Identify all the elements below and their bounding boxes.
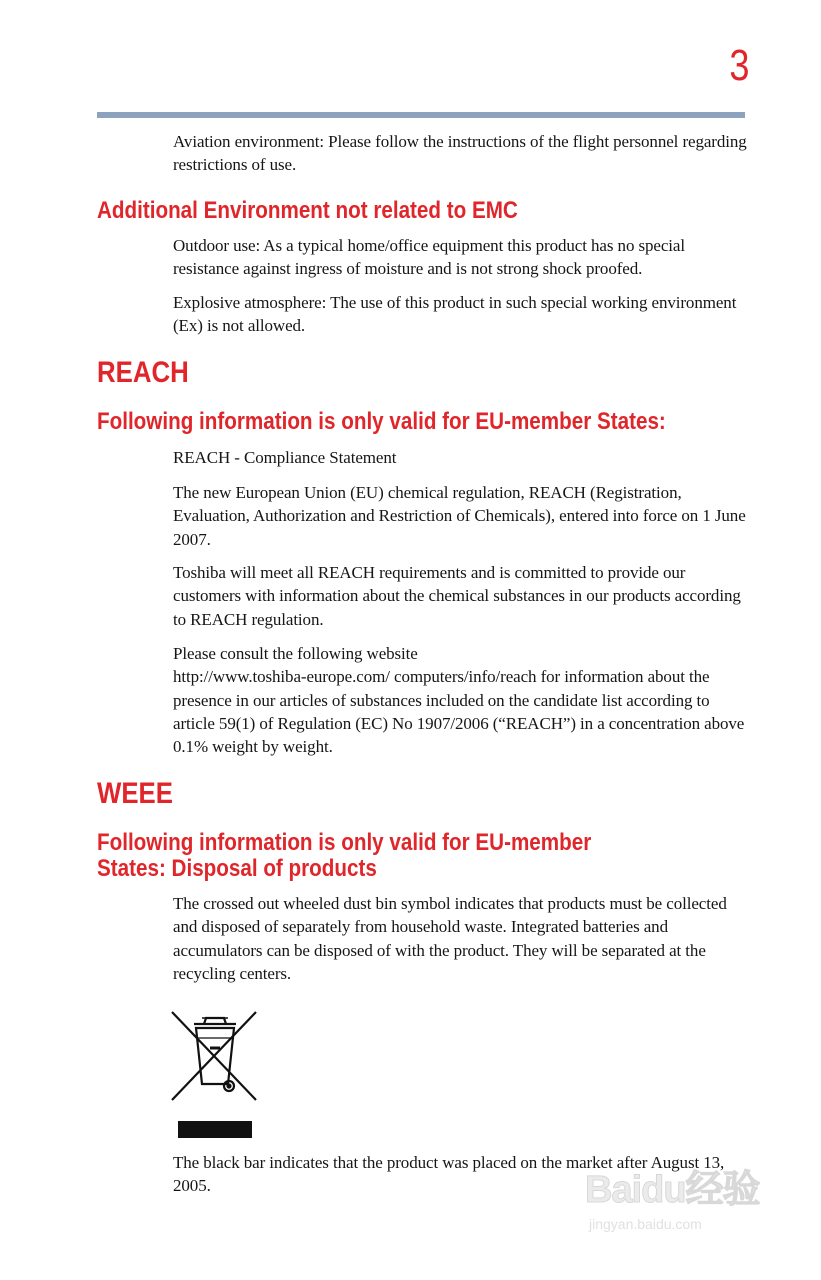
outdoor-paragraph: Outdoor use: As a typical home/office equipment this product has no special resistance against ingress of moisture and is not strong shock proofed. [173,236,685,279]
page-number: 3 [728,41,749,90]
watermark-logo: Baidu经验 [585,1169,760,1211]
heading-reach-eu: Following information is only valid for EU-member States: [97,408,666,435]
heading-reach: REACH [97,356,189,389]
crossed-out-wheeled-bin-icon [166,1006,262,1106]
reach-new-paragraph: The new European Union (EU) chemical regulation, REACH (Registration, Evaluation, Authorization and Restriction of Chemicals), entered into force on 1 June 2007. [173,483,746,549]
heading-weee-eu-line-1: Following information is only valid for EU-member [97,829,592,856]
aviation-paragraph: Aviation environment: Please follow the instructions of the flight personnel regarding restrictions of use. [173,132,747,175]
reach-compliance-paragraph: REACH - Compliance Statement [173,448,397,467]
heading-weee: WEEE [97,777,173,810]
toshiba-meet-paragraph: Toshiba will meet all REACH requirements and is committed to provide our customers with information about the chemical substances in our products according to REACH regulation. [173,563,741,629]
watermark-url: jingyan.baidu.com [589,1216,702,1232]
heading-weee-eu-line-2: States: Disposal of products [97,855,377,882]
crossed-bin-paragraph: The crossed out wheeled dust bin symbol indicates that products must be collected and disposed of separately from household waste. Integrated batteries and accumulators can be disposed of with the product. They will be separated at the recycling centers. [173,894,727,983]
black-bar-paragraph: The black bar indicates that the product was placed on the market after August 13, 2005. [173,1153,725,1196]
consult-line-1: Please consult the following website [173,644,418,663]
explosive-paragraph: Explosive atmosphere: The use of this product in such special working environment (Ex) is not allowed. [173,293,737,336]
heading-additional-environment: Additional Environment not related to EMC [97,197,518,224]
black-bar [178,1121,252,1138]
header-rule [97,112,745,118]
consult-paragraph [173,642,748,758]
consult-rest: http://www.toshiba-europe.com/ computers/info/reach for information about the presence in our articles of substances included on the candidate list according to article 59(1) of Regulation (EC) No 1907/2006 (“REACH”) in a concentration above 0.1% weight by weight. [173,667,745,757]
heading-weee-eu [97,830,647,882]
